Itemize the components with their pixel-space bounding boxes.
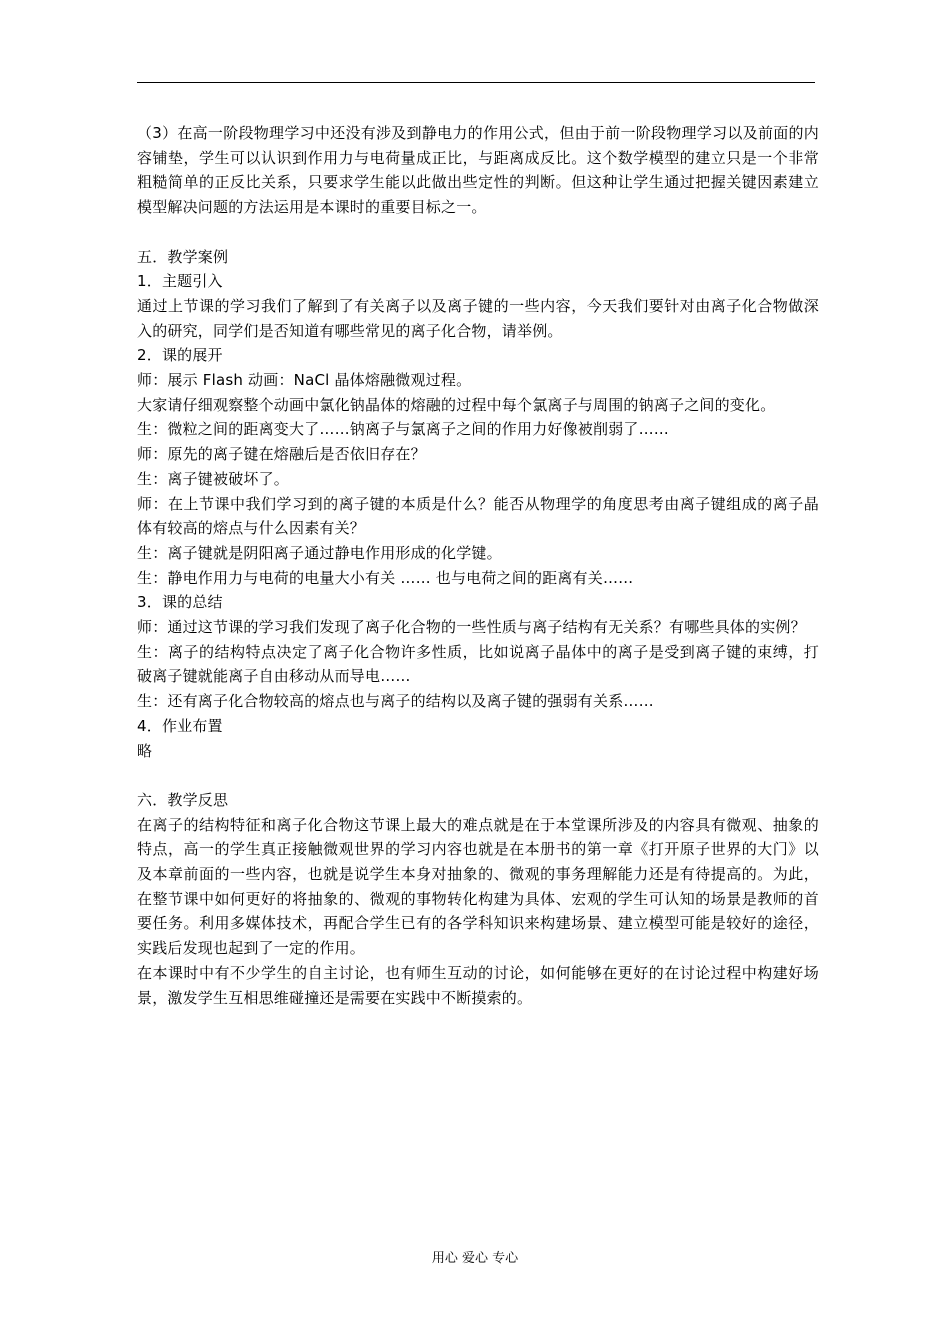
section-five-heading: 五．教学案例 <box>137 247 229 266</box>
paragraph-physics-model: （3）在高一阶段物理学习中还没有涉及到静电力的作用公式，但由于前一阶段物理学习以及前面的内容铺垫，学生可以认识到作用力与电荷量成正比，与距离成反比。这个数学模型的建立只是一个非常粗糙简单的正反比关系，只要求学生能以此做出些定性的判断。但这种让学生通过把握关键因素建立模型解决问题的方法运用是本课时的重要目标之一。 <box>137 124 819 217</box>
dialogue-line: 生：微粒之间的距离变大了……钠离子与氯离子之间的作用力好像被削弱了…… <box>137 420 670 439</box>
dialogue-line: 师：在上节课中我们学习到的离子键的本质是什么？能否从物理学的角度思考由离子键组成的离子晶体有较高的熔点与什么因素有关？ <box>137 494 819 538</box>
spacer <box>137 220 819 245</box>
header-rule <box>137 82 815 83</box>
dialogue-line: 生：离子键被破坏了。 <box>137 469 290 488</box>
page-footer: 用心 爱心 专心 <box>431 1251 519 1266</box>
dialogue-line: 生：静电作用力与电荷的电量大小有关 …… 也与电荷之间的距离有关…… <box>137 568 634 587</box>
intro-heading: 1．主题引入 <box>137 272 223 291</box>
reflection-paragraph: 在离子的结构特征和离子化合物这节课上最大的难点就是在于本堂课所涉及的内容具有微观、抽象的特点，高一的学生真正接触微观世界的学习内容也就是在本册书的第一章《打开原子世界的大门》以及本章前面的一些内容，也就是说学生本身对抽象的、微观的事务理解能力还是有待提高的。为此，在整节课中如何更好的将抽象的、微观的事物转化构建为具体、宏观的学生可认知的场景是教师的首要任务。利用多媒体技术，再配合学生已有的各学科知识来构建场景、建立模型可能是较好的途径，实践后发现也起到了一定的作用。 <box>137 815 819 958</box>
dialogue-line: 生：还有离子化合物较高的熔点也与离子的结构以及离子键的强弱有关系…… <box>137 692 654 711</box>
develop-heading: 2．课的展开 <box>137 346 223 365</box>
dialogue-line: 生：离子的结构特点决定了离子化合物许多性质，比如说离子晶体中的离子是受到离子键的束缚，打破离子键就能离子自由移动从而导电…… <box>137 642 819 686</box>
spacer <box>137 763 819 788</box>
dialogue-line: 大家请仔细观察整个动画中氯化钠晶体的熔融的过程中每个氯离子与周围的钠离子之间的变化。 <box>137 395 776 414</box>
intro-text: 通过上节课的学习我们了解到了有关离子以及离子键的一些内容，今天我们要针对由离子化合物做深入的研究，同学们是否知道有哪些常见的离子化合物，请举例。 <box>137 296 819 340</box>
homework-heading: 4．作业布置 <box>137 716 223 735</box>
dialogue-line: 师：展示 Flash 动画：NaCl 晶体熔融微观过程。 <box>137 371 472 390</box>
document-body <box>137 121 819 1010</box>
homework-text: 略 <box>137 741 153 760</box>
dialogue-line: 师：通过这节课的学习我们发现了离子化合物的一些性质与离子结构有无关系？有哪些具体的实例？ <box>137 618 806 637</box>
section-six-heading: 六．教学反思 <box>137 790 229 809</box>
dialogue-line: 生：离子键就是阴阳离子通过静电作用形成的化学键。 <box>137 543 502 562</box>
dialogue-line: 师：原先的离子键在熔融后是否依旧存在？ <box>137 445 426 464</box>
reflection-paragraph: 在本课时中有不少学生的自主讨论，也有师生互动的讨论，如何能够在更好的在讨论过程中构建好场景，激发学生互相思维碰撞还是需要在实践中不断摸索的。 <box>137 963 819 1007</box>
summary-heading: 3．课的总结 <box>137 593 223 612</box>
